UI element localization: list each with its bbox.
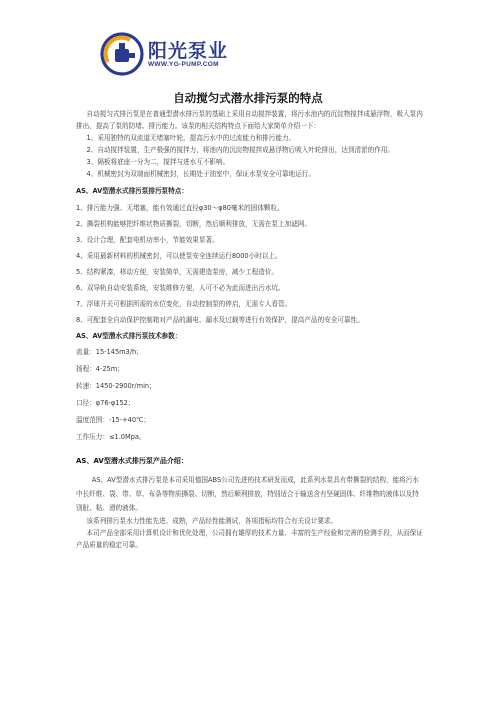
product-paragraph: AS、AV型潜水式排污泵是本司采用德国ABS公司先进的技术研发而成，此系列水泵具有带撕裂的结构，能将污水中长纤维、袋、带、草、布条等物质撕裂、切断，然后顺利排放，特别适合于输送含有坚硬固体、纤维物的液体以及特别脏、粘、滑的液体。 (76, 476, 419, 512)
feature-item: 4、机械密封为双端面机械密封，长期处于油室中，保证水泵安全可靠地运行。 (86, 170, 315, 178)
param-item: 转速：1450-2900r/min； (76, 382, 156, 390)
param-item: 扬程：4-25m； (76, 365, 124, 373)
param-item: 温度范围：-15-+40℃； (76, 416, 151, 424)
pump-logo-icon (100, 32, 144, 76)
product-paragraph: 本司产品全部采用计算机设计和优化处理，公司拥有雄厚的技术力量、丰富的生产经验和完善的检测手段，从而保证产品质量的稳定可靠。 (76, 529, 423, 549)
series-feature-item: 1、排污能力强、无堵塞，能有效通过直径φ30～φ80毫米的固体颗粒。 (76, 204, 284, 212)
document-title: 自动搅匀式潜水排污泵的特点 (173, 91, 323, 105)
series-feature-item: 8、可配套全自动保护控制箱对产品的漏电、漏水及过载等进行有效保护，提高产品的安全可靠性。 (76, 316, 364, 324)
document-body (76, 108, 423, 551)
params-heading: AS、AV型潜水式排污泵技术参数： (76, 332, 182, 340)
feature-item: 3、隔板将底座一分为二，搅拌与进水互不影响。 (86, 158, 230, 166)
company-logo (100, 32, 230, 76)
logo-title: 阳光泵业 (148, 40, 229, 62)
feature-item: 2、自动搅拌装置，生产极强的搅拌力，将池内的沉淀物搅拌成悬浮物后吸入叶轮排出，达到清淤的作用。 (86, 146, 395, 154)
spacer (76, 448, 423, 455)
feature-item: 1、采用独特的双流道无堵塞叶轮，提高污水中的过流能力和排污能力。 (86, 134, 296, 142)
intro-paragraph: 自动搅匀式排污泵是在普通型潜水排污泵的基础上采用自动搅拌装置，将污水池内的沉淀物搅拌成悬浮物，吸入泵内排出，提高了泵的防堵、排污能力。该泵的相关结构特点下面给大家简单介绍一下： (76, 110, 423, 130)
series-feature-item: 3、设计合理，配套电机功率小，节能效果显著。 (76, 236, 219, 244)
series-feature-item: 7、浮球开关可根据所需的水位变化，自动控制泵的停启，无需专人看管。 (76, 300, 292, 308)
param-item: 口径：φ76-φ152； (76, 399, 135, 407)
series-feature-item: 4、采用最新材料的机械密封，可以使泵安全连续运行8000小时以上。 (76, 252, 282, 260)
series-feature-item: 2、撕裂机构能够把纤维状物质撕裂，切断，然后顺利排放，无需在泵上加滤网。 (76, 220, 311, 228)
logo-url: WWW.YG-PUMP.COM (148, 61, 219, 68)
series-feature-item: 6、双导轨自动安装系统，安装维修方便，人可不必为此而进出污水坑。 (76, 284, 285, 292)
product-paragraph: 该系列排污泵水力性能先进、成熟，产品经性能测试，各项指标均符合有关设计要求。 (86, 517, 338, 525)
series-features-heading: AS、AV型潜水式排污泵排污泵特点： (76, 187, 188, 195)
param-item: 流量：15-145m3/h； (76, 348, 143, 356)
product-heading: AS、AV型潜水式排污泵产品介绍： (76, 457, 188, 465)
series-feature-item: 5、结构紧凑，移动方便，安装简单，无需建造泵房，减少工程造价。 (76, 268, 279, 276)
param-item: 工作压力：≤1.0Mpa。 (76, 433, 146, 441)
